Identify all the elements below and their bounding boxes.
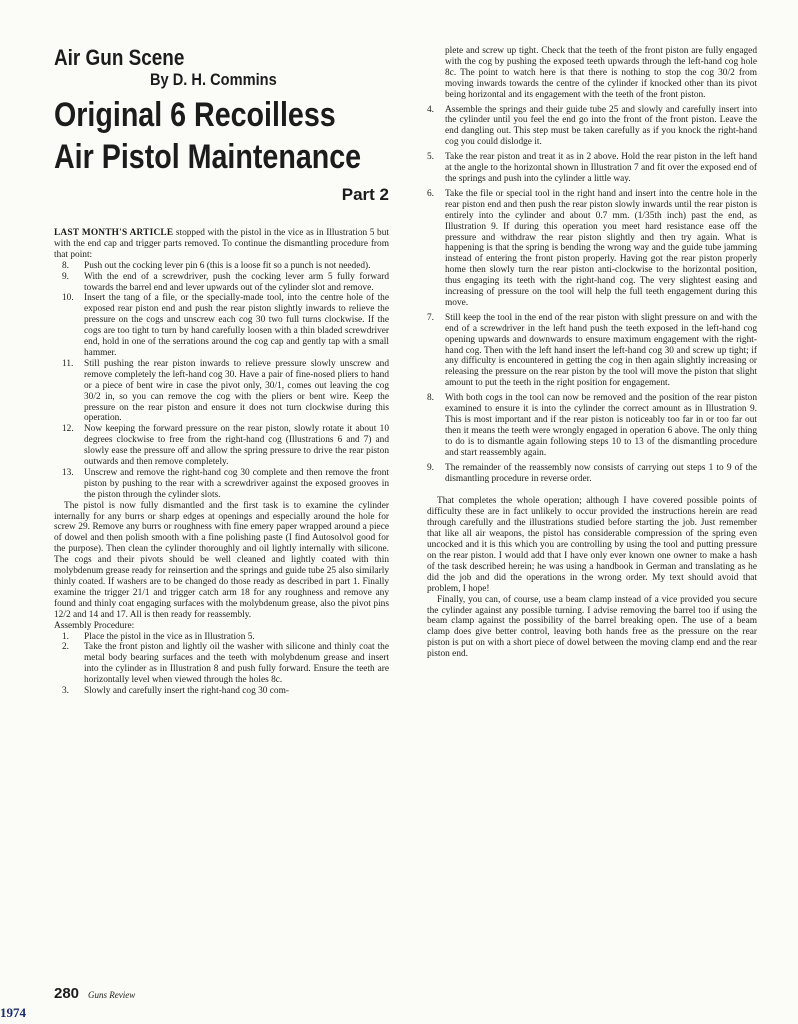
closing-section [427,496,757,660]
assembly-heading: Assembly Procedure: [54,620,135,631]
list-item [54,468,389,501]
step-text: Still keep the tool in the end of the rear piston with slight pressure on and with the end of a screwdriver in the left hand push the teeth exposed in the left-hand cog opening upwards and downwards to ensure maximum engagement with the right-hand cog. Then with the left hand insert the left-hand cog 30 and screw up tight; if any difficulty is encountered in getting the cog in then again slightly increasing or releasing the pressure on the rear piston by the tool will move the piston that slight amount to put the teeth in the right position for engagement. [445,312,757,389]
step-text: Take the file or special tool in the right hand and insert into the centre hole in the rear piston end and then push the rear piston slowly inwards until the rear piston is entirely into the cylinder and about 0.7 mm. (1/35th inch) past the end, as Illustration 9. If during this operation you meet hard resistance ease off the pressure and withdraw the rear piston slightly and then try again. What is happening is that the spring is bending the wrong way and the guide tube jamming instead of entering the front piston properly. Having got the rear piston properly home then slowly turn the rear piston anti-clockwise to the horizontal position, thus engaging its teeth with the right-hand cog. The very slightest easing and increasing of pressure on the tool will help the full teeth engagement during this move. [445,188,757,308]
step-number: 7. [427,312,435,323]
column-heading: Air Gun Scene [54,45,185,70]
step-text: Take the front piston and lightly oil the washer with silicone and thinly coat the metal body bearing surfaces and the teeth with molybdenum grease and insert into the cylinder as in Illustration 8 and push fully forward. Ensure the teeth are horizontally level when viewed through the holes 8c. [84,642,389,686]
step-text: Place the pistol in the vice as in Illustration 5. [84,631,255,642]
step-text: The remainder of the reassembly now consists of carrying out steps 1 to 9 of the dismantling procedure in reverse order. [445,462,757,484]
list-item [54,272,389,294]
intro-paragraph [54,228,389,261]
step-number: 5. [427,152,435,163]
article-title-line2: Air Pistol Maintenance [54,138,362,176]
intro-lead-caps: LAST MONTH'S ARTICLE [54,228,174,238]
article-title-line1: Original 6 Recoilless [54,96,336,134]
step-number: 13. [62,467,74,478]
step-number: 6. [427,188,435,199]
list-item [427,152,757,185]
list-item [54,261,389,272]
step-number: 1. [62,631,70,642]
closing-paragraph: Finally, you can, of course, use a beam clamp instead of a vice provided you secure the cylinder against any possible turning. I advise removing the barrel too if using the beam clamp against the possibility of the barrel breaking open. The use of a beam clamp does give better control, leaving both hands free as the pressure on the rear piston is put on with a short piece of dowel between the moving clamp end and the rear piston end. [427,594,757,660]
list-item [427,189,757,309]
step-number: 2. [62,642,70,653]
step-number: 8. [427,393,435,404]
step-text: With both cogs in the tool can now be removed and the position of the rear piston examined to ensure it is into the cylinder the correct amount as in Illustration 9. This is most important and if the rear piston is noticeably too far in or too far out then it means the teeth were wrongly engaged in operation 6 above. The only thing to do is to dismantle again following steps 10 to 13 of the dismantling procedure and start reassembly again. [445,393,757,458]
step-number: 12. [62,424,74,435]
step-text: Push out the cocking lever pin 6 (this is a loose fit so a punch is not needed). [84,260,371,271]
list-item [54,642,389,686]
step-text: Unscrew and remove the right-hand cog 30 complete and then remove the front piston by pushing to the rear with a screwdriver against the exposed grooves in the piston through the cylinder slots. [84,467,389,500]
step-text: Still pushing the rear piston inwards to relieve pressure slowly unscrew and remove completely the left-hand cog 30. Have a pair of fine-nosed pliers to hand or a piece of bent wire in case the pivot only, 30/1, comes out leaving the cog 30/2 in, so you can remove the cog with the pliers or bent wire. Keep the pressure on the rear piston and ensure it does not turn clockwise during this operation. [84,358,389,424]
dismantling-steps [54,261,389,501]
list-item [427,393,757,458]
assembly-steps-left [54,632,389,697]
list-item [427,463,757,485]
step-text: Slowly and carefully insert the right-hand cog 30 com- [84,686,289,697]
page-number: 280 [54,985,80,1002]
step-number: 11. [62,358,74,369]
step-text: Take the rear piston and treat it as in 2 above. Hold the rear piston in the left hand at the angle to the horizontal shown in Illustration 7 and fit over the exposed end of the springs and push into the cylinder a little way. [445,152,757,184]
step3-continued: plete and screw up tight. Check that the teeth of the front piston are fully engaged with the cog by pushing the exposed teeth upwards through the left-hand cog hole 8c. The point to watch here is that there is nothing to stop the cog 30/2 from moving inwards towards the centre of the cylinder if knocked other than its pivot being horizontal and its engagement with the teeth of the front piston. [445,46,757,100]
step-text: Insert the tang of a file, or the specially-made tool, into the centre hole of the exposed rear piston end and push the rear piston slightly inwards to relieve the pressure on the cogs and unscrew each cog 30 two full turns clockwise. If the cogs are too tight to turn by hand carefully loosen with a thin bladed screwdriver end, hold in one of the serrations around the cog cap and gently tap with a small hammer. [84,293,389,358]
closing-paragraph: That completes the whole operation; although I have covered possible points of difficulty these are in fact unlikely to occur provided the instructions herein are read through carefully and the illustrations studied before starting the job. Just remember that like all air weapons, the pistol has considerable compression of the spring even uncocked and it is this which you are controlling by using the tool and putting pressure on the rear piston. I would add that I have only ever known one owner to make a hash of the task described herein; he was using a handbook in German and translating as he did the job and did the operations in the wrong order. My text should avoid that problem, I hope! [427,496,757,594]
list-item [54,632,389,643]
magazine-name: Guns Review [88,990,136,1000]
list-item [427,313,757,389]
list-item [54,686,389,697]
intro-text: stopped with the pistol in the vice as in Illustration 5 but with the end cap and trigger parts removed. To continue the dismantling procedure from that point: [54,228,389,260]
part-label: Part 2 [341,185,389,204]
step-text: Assemble the springs and their guide tube 25 and slowly and carefully insert into the cylinder until you feel the end go into the front of the front piston. Leave the end dangling out. This step must be taken carefully as if you knock the right-hand cog you could dislodge it. [445,104,757,148]
step-text: Now keeping the forward pressure on the rear piston, slowly rotate it about 10 degrees clockwise to free from the right-hand cog (Illustrations 6 and 7) and slowly ease the pressure off and allow the spring pressure to drive the rear piston outwards and then remove completely. [84,424,389,468]
step-text: With the end of a screwdriver, push the cocking lever arm 5 fully forward towards the barrel end and lever upwards out of the cylinder slot and remove. [84,271,389,293]
list-item [54,424,389,468]
byline: By D. H. Commins [150,70,277,89]
assembly-steps-right [427,105,757,485]
step-number: 9. [62,271,70,282]
left-column [54,46,389,697]
list-item [54,359,389,424]
step-number: 4. [427,104,435,115]
dismantled-paragraph: The pistol is now fully dismantled and the first task is to examine the cylinder internally for any burrs or sharp edges at openings and especially around the hole for screw 29. Remove any burrs or roughness with fine emery paper wrapped around a piece of dowel and then polish smooth with a fine polishing paste (I find Autosolvol good for the purpose). Then clean the cylinder thoroughly and oil lightly internally with silicone. The cogs and their pivots should be well cleaned and lightly coated with thin molybdenum grease ready for reinsertion and the springs and guide tube 25 also similarly thinly coated. If washers are to be changed do those ready as described in part 1. Finally examine the trigger 21/1 and trigger catch arm 18 for any roughness and remove any found and thinly coat engaging surfaces with the molybdenum grease, also the pivot pins 12/2 and 14 and 17. All is then ready for reassembly. [54,500,389,620]
step-number: 9. [427,462,435,473]
step-number: 3. [62,686,70,697]
step-number: 10. [62,293,74,304]
step-number: 8. [62,260,70,271]
right-column [427,46,757,660]
list-item [54,293,389,358]
year-stamp: 1974 [0,1005,26,1020]
list-item [427,105,757,149]
